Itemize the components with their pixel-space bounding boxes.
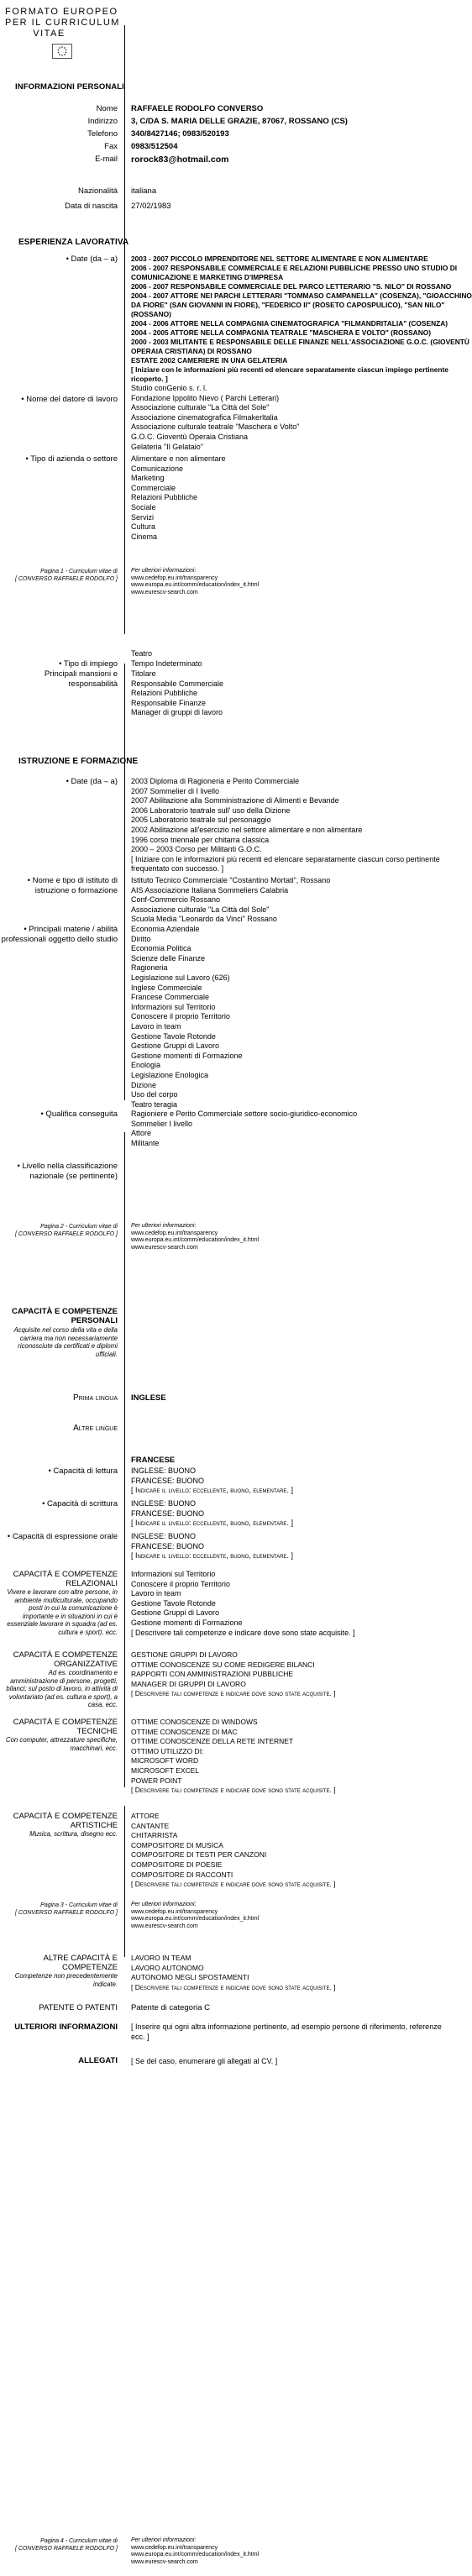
list-item: Commerciale (131, 483, 176, 492)
list-item: RAPPORTI CON AMMINISTRAZIONI PUBBLICHE (131, 1670, 294, 1679)
list-item: Cultura (131, 522, 156, 532)
list-item: LAVORO IN TEAM (131, 1954, 191, 1962)
section-personal-skills: CAPACITÀ E COMPETENZE PERSONALI Acquisite nel corso della vita e della carriera ma non necessariamente riconosciute da certificati e diplomi ufficiali. (12, 1307, 118, 1358)
list-item: (ROSSANO) (131, 310, 171, 318)
column-divider (124, 25, 125, 634)
artistic-skills-list (131, 1812, 408, 1890)
organizational-skills-label: CAPACITÀ E COMPETENZE ORGANIZZATIVE Ad es. coordinamento e amministrazione di persone, progetti, bilanci; sul posto di lavoro, in attività di volontariato (ad es. cultura e sport), a casa, ecc. (6, 1650, 118, 1708)
list-item: Responsabile Commerciale (131, 679, 224, 688)
artistic-skills-label: CAPACITÀ E COMPETENZE ARTISTICHE Musica, scrittura, disegno ecc. (13, 1812, 118, 1838)
duties-list (131, 669, 408, 718)
birth-value: 27/02/1983 (131, 202, 171, 211)
list-item: [ Inserire qui ogni altra informazione pertinente, ad esempio persone di riferimento, referenze (131, 2023, 442, 2031)
list-item: [ Iniziare con le informazioni più recenti ed elencare separatamente ciascun corso pertinente (131, 854, 440, 863)
education-entries-list (131, 777, 440, 874)
list-item: Teatro teragia (131, 1099, 178, 1109)
edu-dates-label: • Date (da – a) (66, 777, 118, 786)
list-item: frequentato con successo. ] (131, 864, 224, 874)
other-language-value: FRANCESE (131, 1456, 176, 1465)
list-item: Relazioni Pubbliche (131, 689, 198, 698)
list-item: ricoperto. ] (131, 375, 168, 383)
cv-title-line2: PER IL CURRICULUM (5, 18, 120, 28)
list-item: Scuola Media "Leonardo da Vinci" Rossano (131, 915, 277, 924)
footer-page-2: Pagina 2 - Curriculum vitae di [ CONVERSO RAFFAELE RODOLFO ] (14, 1224, 118, 1237)
list-item: MICROSOFT WORD (131, 1756, 199, 1765)
column-divider (124, 1132, 125, 1787)
list-item: Informazioni sul Territorio (131, 1570, 216, 1578)
qualification-list (131, 1110, 408, 1148)
list-item: Diritto (131, 934, 151, 943)
list-item: Gestione momenti di Formazione (131, 1051, 243, 1060)
list-item: Sociale (131, 502, 156, 512)
list-item: Economia Aziendale (131, 925, 200, 933)
list-item: COMPOSITORE DI RACCONTI (131, 1870, 233, 1879)
column-divider (124, 1806, 125, 1957)
list-item: FRANCESE: BUONO (131, 1541, 205, 1550)
column-divider (124, 664, 125, 1100)
list-item: 2006 Laboratorio teatrale sull' uso della Dizione (131, 805, 291, 815)
job-type-list (131, 649, 408, 669)
subjects-list (131, 925, 408, 1110)
list-item: Fondazione Ippolito Nievo ( Parchi Letterari) (131, 393, 280, 402)
relational-skills-list (131, 1570, 408, 1638)
footer-page-1: Pagina 1 - Curriculum vitae di [ CONVERSO RAFFAELE RODOLFO ] (14, 569, 118, 582)
speaking-label: • Capacità di espressione orale (7, 1532, 118, 1541)
list-item: G.O.C. Gioventù Operaia Cristiana (131, 432, 249, 441)
list-item: ESTATE 2002 CAMERIERE IN UNA GELATERIA (131, 356, 288, 365)
list-item: Militante (131, 1138, 160, 1147)
footer-info-3: Per ulteriori informazioni: www.cedefop.eu.int/transparency www.europa.eu.int/comm/education/index_it.html www.eurescv-search.com (131, 1902, 260, 1929)
list-item: Lavoro in team (131, 1589, 181, 1598)
list-item: 2002 Abilitazione all'esercizio nel settore alimentare e non alimentare (131, 825, 363, 834)
list-item: CANTANTE (131, 1821, 170, 1830)
phone-label: Telefono (87, 129, 118, 139)
job-type-label: • Tipo di impiego (59, 659, 118, 669)
list-item: Ragioneria (131, 963, 168, 973)
address-value: 3, C/DA S. MARIA DELLE GRAZIE, 87067, ROSSANO (CS) (131, 117, 348, 126)
list-item: Associazione cinematografica Filmakerltalia (131, 412, 278, 422)
level-label: • Livello nella classificazione nazionale (se pertinente) (17, 1162, 118, 1181)
list-item: INGLESE: BUONO (131, 1499, 197, 1508)
list-item: Inglese Commerciale (131, 983, 202, 992)
list-item: OTTIME CONOSCENZE DI MAC (131, 1727, 238, 1736)
reading-list (131, 1466, 408, 1496)
list-item: Legislazione sul Lavoro (626) (131, 973, 230, 982)
list-item: OPERAIA CRISTIANA) DI ROSSANO (131, 347, 252, 355)
mother-tongue-value: INGLESE (131, 1393, 166, 1403)
other-skills-label: ALTRE CAPACITÀ E COMPETENZE Competenze non precedentemente indicate. (14, 1954, 118, 1988)
list-item: ATTORE (131, 1812, 160, 1820)
writing-label: • Capacità di scrittura (42, 1499, 118, 1508)
list-item: 2006 - 2007 RESPONSABILE COMMERCIALE DEL PARCO LETTERARIO "S. NILO" DI ROSSANO (131, 282, 452, 291)
phone-value: 340/8427146; 0983/520193 (131, 129, 229, 139)
list-item: 2007 Abilitazione alla Somministrazione di Alimenti e Bevande (131, 796, 339, 805)
list-item: Marketing (131, 474, 165, 483)
list-item: [ Descrivere tali competenze e indicare dove sono state acquisite. ] (131, 1786, 336, 1795)
list-item: [ Descrivere tali competenze e indicare dove sono state acquisite. ] (131, 1880, 336, 1889)
list-item: INGLESE: BUONO (131, 1532, 197, 1540)
list-item: [ Descrivere tali competenze e indicare dove sono state acquisite. ] (131, 1628, 355, 1637)
eu-flag-icon (52, 44, 72, 59)
list-item: Comunicazione (131, 464, 184, 473)
work-entries-list (131, 254, 472, 384)
list-item: Gelateria "Il Gelataio" (131, 442, 203, 451)
list-item: INGLESE: BUONO (131, 1466, 197, 1475)
cv-title-line3: VITAE (33, 29, 66, 39)
list-item: POWER POINT (131, 1776, 182, 1785)
nationality-value: italiana (131, 186, 157, 196)
cv-title-line1: FORMATO EUROPEO (5, 7, 118, 17)
fax-label: Fax (104, 142, 118, 151)
footer-info-2: Per ulteriori informazioni: www.cedefop.eu.int/transparency www.europa.eu.int/comm/education/index_it.html www.eurescv-search.com (131, 1223, 260, 1251)
list-item: GESTIONE GRUPPI DI LAVORO (131, 1650, 238, 1659)
list-item: Scienze delle Finanze (131, 953, 206, 963)
sector-list (131, 454, 408, 542)
list-item: AIS Associazione Italiana Sommeliers Calabria (131, 885, 289, 895)
list-item: [ Iniziare con le informazioni più recenti ed elencare separatamente ciascun impiego pertinente (131, 365, 448, 374)
technical-skills-list (131, 1718, 408, 1796)
list-item: MICROSOFT EXCEL (131, 1765, 200, 1775)
section-personal-info: INFORMAZIONI PERSONALI (15, 82, 124, 92)
email-value: rorock83@hotmail.com (131, 155, 229, 165)
list-item: COMPOSITORE DI POESIE (131, 1860, 223, 1869)
list-item: Conf-Commercio Rossano (131, 895, 221, 905)
list-item: 2003 Diploma di Ragioneria e Perito Commerciale (131, 777, 300, 785)
writing-list (131, 1499, 408, 1529)
list-item: [ Indicare il livello: eccellente, buono, elementare. ] (131, 1551, 293, 1561)
list-item: ecc. ] (131, 2032, 149, 2041)
cv-title (5, 7, 120, 39)
employer-label: • Nome del datore di lavoro (21, 395, 118, 404)
qualification-label: • Qualifica conseguita (40, 1110, 118, 1119)
list-item: 1996 corso triennale per chitarra classica (131, 835, 270, 844)
license-value: Patente di categoria C (131, 2003, 211, 2012)
list-item: Associazione culturale "La Città del Sole" (131, 403, 270, 412)
employer-list (131, 384, 408, 452)
list-item: Alimentare e non alimentare (131, 454, 226, 463)
sector-label: • Tipo di azienda o settore (25, 454, 118, 464)
attachments-value: [ Se del caso, enumerare gli allegati al CV. ] (131, 2057, 278, 2065)
list-item: Relazioni Pubbliche (131, 493, 198, 502)
list-item: COMPOSITORE DI MUSICA (131, 1840, 223, 1849)
organizational-skills-list (131, 1650, 408, 1699)
list-item: Associazione culturale teatrale "Maschera e Volto" (131, 422, 300, 432)
list-item: FRANCESE: BUONO (131, 1476, 205, 1485)
list-item: Servizi (131, 512, 155, 522)
name-value: RAFFAELE RODOLFO CONVERSO (131, 104, 264, 113)
list-item: Dizione (131, 1080, 157, 1089)
list-item: OTTIME CONOSCENZE SU COME REDIGERE BILANCI (131, 1660, 315, 1669)
institute-list (131, 876, 408, 925)
list-item: 2004 - 2006 ATTORE NELLA COMPAGNIA CINEMATOGRAFICA "FILMANDRITALIA" (COSENZA) (131, 319, 448, 328)
list-item: Conoscere il proprio Territorio (131, 1579, 230, 1588)
institute-label: • Nome e tipo di istituto di istruzione o formazione (27, 876, 118, 895)
list-item: Sommelier I livello (131, 1119, 193, 1128)
relational-skills-label: CAPACITÀ E COMPETENZE RELAZIONALI Vivere e lavorare con altre persone, in ambiente multiculturale, occupando posti in cui la comunicazione è importante e in situazioni in cui è essenziale lavorare in squadra (ad es. cultura e sport), ecc. (7, 1570, 118, 1636)
list-item: Attore (131, 1129, 152, 1138)
list-item: Francese Commerciale (131, 993, 210, 1002)
footer-info-1: Per ulteriori informazioni: www.cedefop.eu.int/transparency www.europa.eu.int/comm/education/index_it.html www.eurescv-search.com (131, 568, 260, 595)
list-item: Gestione momenti di Formazione (131, 1618, 243, 1627)
list-item: OTTIMO UTILIZZO DI: (131, 1746, 204, 1755)
list-item: FRANCESE: BUONO (131, 1508, 205, 1518)
further-info-list (131, 2023, 442, 2042)
list-item: 2005 Laboratorio teatrale sul personaggio (131, 816, 271, 825)
list-item: DA FIORE" (SAN GIOVANNI IN FIORE), "FEDERICO II" (ROSETO CAPOSPULICO), "SAN NILO" (131, 301, 445, 309)
footer-page-3: Pagina 3 - Curriculum vitae di [ CONVERSO RAFFAELE RODOLFO ] (14, 1902, 118, 1916)
duties-label: Principali mansioni e responsabilità (44, 669, 118, 689)
list-item: [ Descrivere tali competenze e indicare dove sono state acquisite. ] (131, 1689, 336, 1698)
subjects-label: • Principali materie / abilità professionali oggetto dello studio (1, 925, 118, 944)
other-skills-list (131, 1954, 408, 1992)
mother-tongue-label: Prima lingua (72, 1393, 118, 1403)
list-item: 2000 - 2003 MILITANTE E RESPONSABILE DELLE FINANZE NELL'ASSOCIAZIONE G.O.C. (GIOVENTÙ (131, 338, 469, 346)
technical-skills-label: CAPACITÀ E COMPETENZE TECNICHE Con computer, attrezzature specifiche, macchinari, ecc. (5, 1718, 118, 1752)
list-item: CHITARRISTA (131, 1831, 178, 1840)
list-item: OTTIME CONOSCENZE DELLA RETE INTERNET (131, 1737, 294, 1746)
list-item: Lavoro in team (131, 1021, 181, 1031)
license-label: PATENTE O PATENTI (39, 2003, 118, 2012)
nationality-label: Nazionalità (78, 186, 118, 196)
list-item: Enologia (131, 1061, 161, 1070)
list-item: 2000 – 2003 Corso per Militanti G.O.C. (131, 845, 262, 854)
footer-info-4: Per ulteriori informazioni: www.cedefop.eu.int/transparency www.europa.eu.int/comm/education/index_it.html www.eurescv-search.com (131, 2537, 260, 2565)
address-label: Indirizzo (87, 117, 118, 126)
list-item: Gestione Tavole Rotonde (131, 1598, 216, 1608)
list-item: Ragioniere e Perito Commerciale settore socio-giuridico-economico (131, 1110, 358, 1118)
list-item: Economia Politica (131, 944, 191, 953)
list-item: Studio conGenio s. r. l. (131, 384, 207, 392)
list-item: [ Indicare il livello: eccellente, buono, elementare. ] (131, 1519, 293, 1528)
birth-label: Data di nascita (65, 202, 118, 211)
list-item: MANAGER DI GRUPPI DI LAVORO (131, 1679, 246, 1688)
list-item: Cinema (131, 532, 158, 541)
list-item: COMPOSITORE DI TESTI PER CANZONI (131, 1850, 267, 1860)
speaking-list (131, 1532, 408, 1561)
list-item: AUTONOMO NEGLI SPOSTAMENTI (131, 1973, 249, 1982)
list-item: Conoscere il proprio Territorio (131, 1012, 230, 1021)
list-item: 2004 - 2005 ATTORE NELLA COMPAGNIA TEATRALE "MASCHERA E VOLTO" (ROSSANO) (131, 328, 432, 337)
work-dates-label: • Date (da – a) (66, 254, 118, 264)
fax-value: 0983/512504 (131, 142, 178, 151)
other-languages-label: Altre lingue (73, 1424, 118, 1433)
email-label: E-mail (95, 155, 118, 164)
list-item: [ Descrivere tali competenze e indicare dove sono state acquisite. ] (131, 1982, 336, 1991)
attachments-label: ALLEGATI (78, 2056, 118, 2065)
section-work-experience: ESPERIENZA LAVORATIVA (18, 238, 129, 247)
list-item: LAVORO AUTONOMO (131, 1963, 204, 1972)
list-item: Gestione Gruppi di Lavoro (131, 1608, 220, 1618)
list-item: Uso del corpo (131, 1090, 178, 1099)
list-item: Istituto Tecnico Commerciale "Costantino Mortati", Rossano (131, 876, 331, 884)
list-item: 2003 - 2007 PICCOLO IMPRENDITORE NEL SETTORE ALIMENTARE E NON ALIMENTARE (131, 254, 428, 263)
footer-page-4: Pagina 4 - Curriculum vitae di [ CONVERSO RAFFAELE RODOLFO ] (14, 2538, 118, 2552)
reading-label: • Capacità di lettura (48, 1466, 118, 1476)
list-item: Associazione culturale "La Città del Sole" (131, 905, 270, 914)
list-item: Teatro (131, 649, 153, 658)
list-item: 2004 - 2007 ATTORE NEI PARCHI LETTERARI "TOMMASO CAMPANELLA" (COSENZA), "GIOACCHINO (131, 291, 472, 300)
list-item: Gestione Gruppi di Lavoro (131, 1041, 220, 1051)
list-item: [ Indicare il livello: eccellente, buono, elementare. ] (131, 1486, 293, 1495)
name-label: Nome (96, 104, 118, 113)
list-item: COMUNICAZIONE E MARKETING D'IMPRESA (131, 273, 284, 281)
list-item: Manager di gruppi di lavoro (131, 708, 223, 717)
further-info-label: ULTERIORI INFORMAZIONI (14, 2023, 118, 2032)
list-item: Legislazione Enologica (131, 1070, 209, 1079)
list-item: OTTIME CONOSCENZE DI WINDOWS (131, 1718, 258, 1726)
section-education: ISTRUZIONE E FORMAZIONE (18, 757, 139, 766)
list-item: Informazioni sul Territorio (131, 1002, 216, 1011)
list-item: Responsabile Finanze (131, 698, 207, 707)
list-item: 2006 - 2007 RESPONSABILE COMMERCIALE E RELAZIONI PUBBLICHE PRESSO UNO STUDIO DI (131, 264, 458, 272)
list-item: Gestione Tavole Rotonde (131, 1031, 216, 1041)
list-item: 2007 Sommelier di I livello (131, 786, 220, 795)
list-item: Titolare (131, 669, 156, 678)
list-item: Tempo Indeterminato (131, 658, 202, 668)
